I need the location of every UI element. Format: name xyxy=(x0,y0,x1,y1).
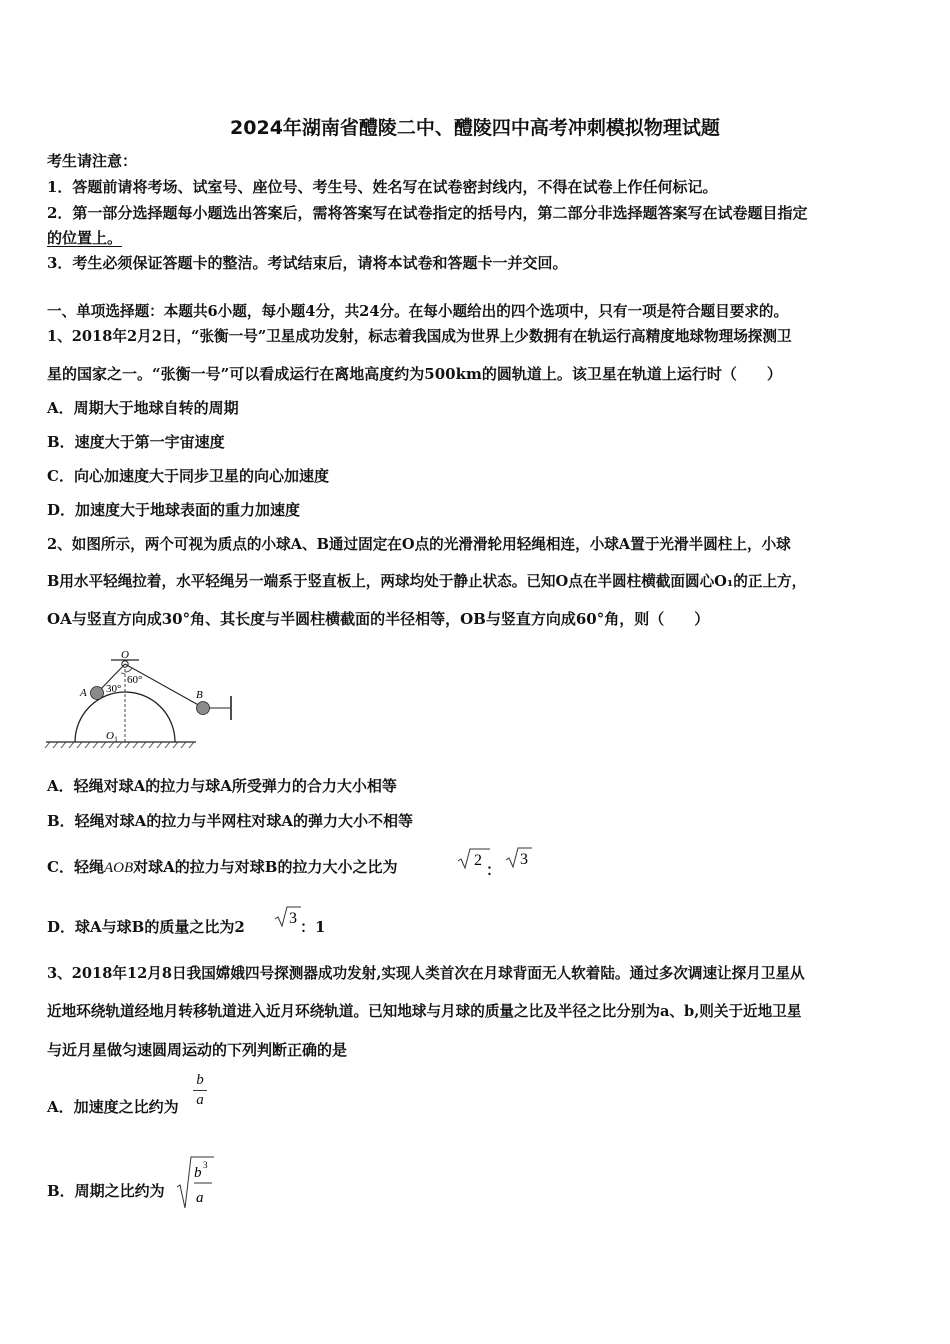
q2-option-c: C．轻绳AOB对球A的拉力与对球B的拉力大小之比为 xyxy=(47,858,398,876)
q3b-exponent: 3 xyxy=(203,1160,208,1170)
notice-item-1: 1．答题前请将考场、试室号、座位号、考生号、姓名写在试卷密封线内，不得在试卷上作任何标记。 xyxy=(47,178,718,196)
q2-line-2: B用水平轻绳拉着，水平轻绳另一端系于竖直板上，两球均处于静止状态。已知O点在半圆柱横截面圆心O₁的正上方， xyxy=(47,573,807,590)
q2c-sqrt3-radicand: 3 xyxy=(520,851,528,868)
label-b: B xyxy=(196,689,203,701)
label-o1: O xyxy=(106,730,114,742)
angle-30: 30° xyxy=(106,683,122,695)
q3a-numerator: b xyxy=(196,1072,204,1088)
q3-option-a: A．加速度之比约为 xyxy=(47,1098,179,1116)
notice-item-2-cont: 的位置上。 xyxy=(47,229,123,247)
q2-option-c-sep: ： xyxy=(486,861,502,879)
q3-line-3: 与近月星做匀速圆周运动的下列判断正确的是 xyxy=(47,1041,348,1059)
q3a-denominator: a xyxy=(196,1092,204,1108)
q2-option-d-suffix: ：1 xyxy=(300,918,326,936)
q2-line-3: OA与竖直方向成30°角、其长度与半圆柱横截面的半径相等，OB与竖直方向成60°角，则（ ） xyxy=(47,610,710,628)
q2d-sqrt3-radicand: 3 xyxy=(289,910,297,927)
q3-line-2: 近地环绕轨道经地月转移轨道进入近月环绕轨道。已知地球与月球的质量之比及半径之比分别为a、b,则关于近地卫星 xyxy=(47,1003,802,1020)
q1-line-1: 1、2018年2月2日，“张衡一号”卫星成功发射，标志着我国成为世界上少数拥有在轨运行高精度地球物理场探测卫 xyxy=(47,328,792,345)
notice-heading: 考生请注意： xyxy=(47,152,138,170)
q3a-fraction xyxy=(193,1072,207,1109)
q2-option-b: B．轻绳对球A的拉力与半网柱对球A的弹力大小不相等 xyxy=(47,812,413,830)
angle-60: 60° xyxy=(127,674,143,686)
q3b-denominator: a xyxy=(196,1190,204,1206)
q2-figure xyxy=(40,645,250,755)
page-title: 2024年湖南省醴陵二中、醴陵四中高考冲刺模拟物理试题 xyxy=(230,117,720,139)
q3-option-b: B．周期之比约为 xyxy=(47,1182,165,1200)
sqrt-icon xyxy=(505,845,533,871)
q1-line-2: 星的国家之一。“张衡一号”可以看成运行在离地高度约为500km的圆轨道上。该卫星在轨道上运行时（ ） xyxy=(47,365,782,383)
label-o1-sub: 1 xyxy=(114,735,118,744)
sqrt-icon xyxy=(274,904,302,930)
q3b-numerator: b xyxy=(194,1165,202,1181)
sqrt-icon xyxy=(176,1155,216,1211)
q1-option-c: C．向心加速度大于同步卫星的向心加速度 xyxy=(47,467,329,485)
q2-line-1: 2、如图所示，两个可视为质点的小球A、B通过固定在O点的光滑滑轮用轻绳相连，小球A置于光滑半圆柱上，小球 xyxy=(47,536,791,553)
section-heading: 一、单项选择题：本题共6小题，每小题4分，共24分。在每小题给出的四个选项中，只有一项是符合题目要求的。 xyxy=(47,303,789,320)
label-o: O xyxy=(121,649,129,661)
q2-option-a: A．轻绳对球A的拉力与球A所受弹力的合力大小相等 xyxy=(47,777,397,795)
q2-option-d: D．球A与球B的质量之比为2 xyxy=(47,918,245,936)
notice-item-3: 3．考生必须保证答题卡的整洁。考试结束后，请将本试卷和答题卡一并交回。 xyxy=(47,254,568,272)
q3-line-1: 3、2018年12月8日我国嫦娥四号探测器成功发射,实现人类首次在月球背面无人软着陆。通过多次调速让探月卫星从 xyxy=(47,965,805,982)
label-a: A xyxy=(80,687,87,699)
q1-option-b: B．速度大于第一宇宙速度 xyxy=(47,433,225,451)
q1-option-d: D．加速度大于地球表面的重力加速度 xyxy=(47,501,301,519)
q2c-sqrt2-radicand: 2 xyxy=(474,852,482,869)
notice-item-2: 2．第一部分选择题每小题选出答案后，需将答案写在试卷指定的括号内，第二部分非选择题答案写在试卷题目指定 xyxy=(47,204,808,222)
q1-option-a: A．周期大于地球自转的周期 xyxy=(47,399,239,417)
